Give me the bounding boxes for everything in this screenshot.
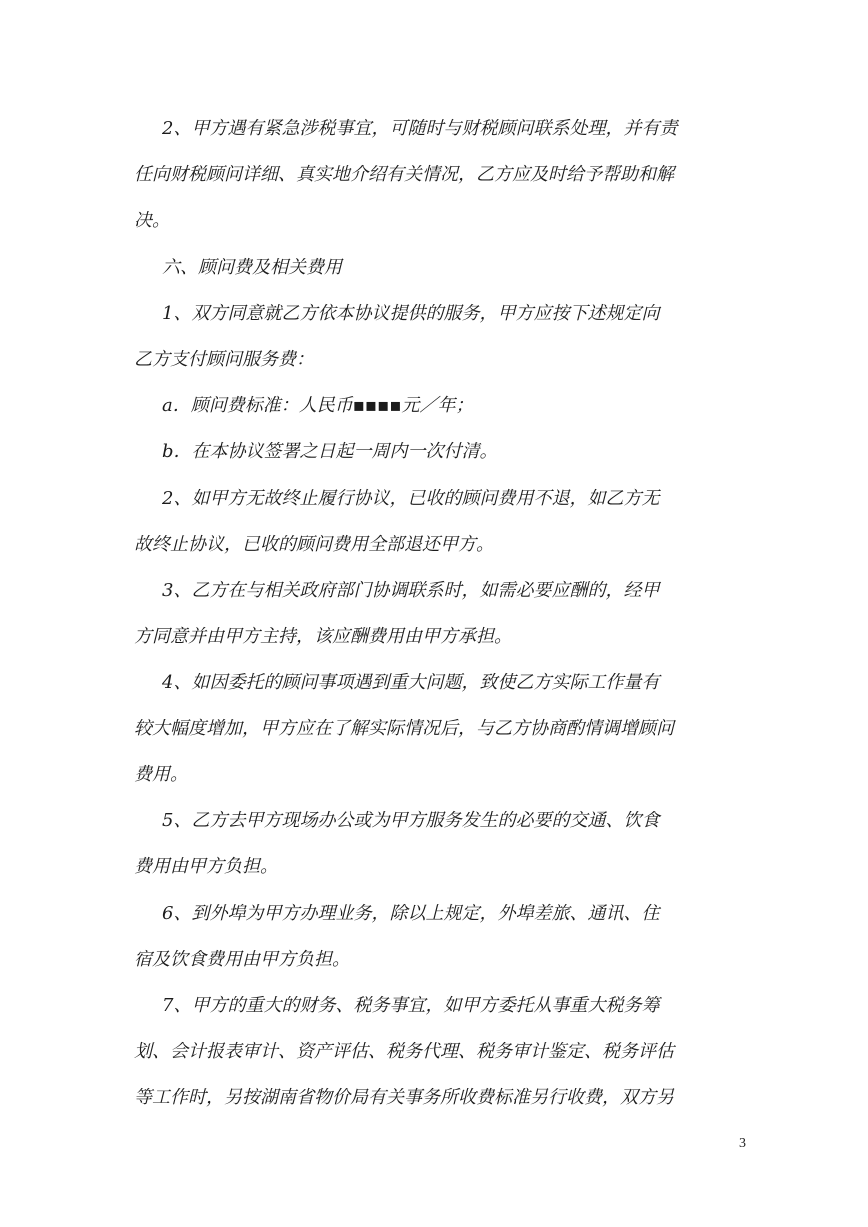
text-line: a．顾问费标准：人民币▪▪▪▪元／年； xyxy=(162,395,474,416)
text-line: 7、甲方的重大的财务、税务事宜，如甲方委托从事重大税务筹 xyxy=(162,995,660,1016)
text-line: 5、乙方去甲方现场办公或为甲方服务发生的必要的交通、饮食 xyxy=(162,810,660,831)
page-number: 3 xyxy=(739,1136,746,1151)
text-line: 故终止协议，已收的顾问费用全部退还甲方。 xyxy=(134,534,494,555)
text-line: 任向财税顾问详细、真实地介绍有关情况，乙方应及时给予帮助和解 xyxy=(134,164,674,185)
text-line: 6、到外埠为甲方办理业务，除以上规定，外埠差旅、通讯、住 xyxy=(162,903,660,924)
text-line: 较大幅度增加，甲方应在了解实际情况后，与乙方协商酌情调增顾问 xyxy=(134,718,674,739)
text-line: 决。 xyxy=(134,210,170,231)
text-line: 等工作时，另按湖南省物价局有关事务所收费标准另行收费，双方另 xyxy=(134,1087,674,1108)
text-line: 划、会计报表审计、资产评估、税务代理、税务审计鉴定、税务评估 xyxy=(134,1041,674,1062)
text-line: 费用由甲方负担。 xyxy=(134,856,278,877)
text-line: 4、如因委托的顾问事项遇到重大问题，致使乙方实际工作量有 xyxy=(162,672,660,693)
text-line: 2、甲方遇有紧急涉税事宜，可随时与财税顾问联系处理，并有责 xyxy=(162,118,678,139)
text-line: 方同意并由甲方主持，该应酬费用由甲方承担。 xyxy=(134,626,512,647)
text-line: 乙方支付顾问服务费： xyxy=(134,349,314,370)
text-line: 费用。 xyxy=(134,764,188,785)
text-line: 1、双方同意就乙方依本协议提供的服务，甲方应按下述规定向 xyxy=(162,303,660,324)
section-heading: 六、顾问费及相关费用 xyxy=(162,257,342,278)
text-line: 2、如甲方无故终止履行协议，已收的顾问费用不退，如乙方无 xyxy=(162,488,660,509)
text-line: b．在本协议签署之日起一周内一次付清。 xyxy=(162,441,498,462)
text-line: 宿及饮食费用由甲方负担。 xyxy=(134,949,350,970)
text-line: 3、乙方在与相关政府部门协调联系时，如需必要应酬的，经甲 xyxy=(162,580,660,601)
